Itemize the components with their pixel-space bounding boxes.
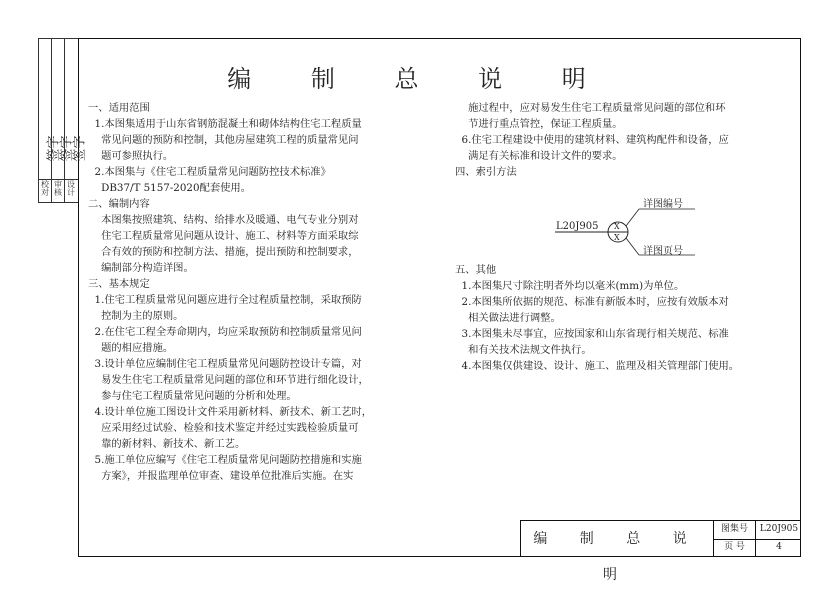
text-line: 四、索引方法 (455, 166, 517, 178)
text-line: 住宅工程质量常见问题从设计、施工、材料等方面采取综 (88, 230, 359, 242)
atlas-code-label: L20J905 (556, 221, 599, 232)
text-line: 常见问题的预防和控制，其他房屋建筑工程的质量常见问 (88, 134, 359, 146)
right-column-top (455, 100, 729, 180)
text-line: 本图集按照建筑、结构、给排水及暖通、电气专业分别对 (88, 214, 359, 226)
text-line: 题的相应措施。 (88, 342, 174, 354)
text-line: 1.本图集适用于山东省钢筋混凝土和砌体结构住宅工程质量 (88, 118, 362, 130)
text-line: 三、基本规定 (88, 278, 150, 290)
text-line: 应采用经过试验、检验和技术鉴定并经过实践检验质量可 (88, 422, 359, 434)
text-line: 和有关技术法规文件执行。 (455, 344, 592, 356)
detail-number-symbol: X (614, 222, 620, 231)
text-line: 一、适用范围 (88, 102, 150, 114)
text-line: 4.设计单位施工图设计文件采用新材料、新技术、新工艺时， (88, 406, 373, 418)
title-block (520, 520, 801, 583)
left-column (88, 100, 372, 484)
text-line: 5.施工单位应编写《住宅工程质量常见问题防控措施和实施 (88, 454, 362, 466)
role-proofread: 校对 (41, 180, 49, 197)
text-line: 五、其他 (455, 264, 497, 276)
text-line: DB37/T 5157-2020配套使用。 (88, 182, 252, 194)
page-number-label: 页 号 (713, 539, 755, 557)
role-review: 审核 (54, 180, 62, 197)
index-diagram (555, 195, 715, 257)
text-line: 易发生住宅工程质量常见问题的部位和环节进行细化设计， (88, 374, 369, 386)
text-line: 3.设计单位应编制住宅工程质量常见问题防控设计专篇，对 (88, 358, 362, 370)
text-line: 合有效的预防和控制方法、措施，提出预防和控制要求， (88, 246, 359, 258)
text-line: 方案》，并报监理单位审查、建设单位批准后实施。在实 (88, 470, 354, 482)
text-line: 控制为主的原则。 (88, 310, 184, 322)
text-line: 编制部分构造详图。 (88, 262, 194, 274)
role-design: 设计 (67, 180, 75, 197)
atlas-number-value: L20J905 (755, 521, 802, 539)
page-number-value: 4 (755, 539, 802, 557)
text-line: 2.本图集与《住宅工程质量常见问题防控技术标准》 (88, 166, 331, 178)
signature-2: 签字 (59, 135, 75, 162)
text-line: 1.本图集尺寸除注明者外均以毫米(mm)为单位。 (455, 280, 685, 292)
text-line: 靠的新材料、新技术、新工艺。 (88, 438, 246, 450)
text-line: 二、编制内容 (88, 198, 150, 210)
text-line: 4.本图集仅供建设、设计、施工、监理及相关管理部门使用。 (455, 360, 740, 372)
atlas-number-label: 图集号 (713, 521, 755, 539)
text-line: 相关做法进行调整。 (455, 312, 561, 324)
page-title: 编 制 总 说 明 (227, 65, 612, 93)
text-line: 3.本图集未尽事宜，应按国家和山东省现行相关规范、标准 (455, 328, 729, 340)
right-column-bottom (455, 262, 739, 374)
detail-page-symbol: X (614, 233, 620, 242)
text-line: 节进行重点管控，保证工程质量。 (455, 118, 623, 130)
text-line: 题可参照执行。 (88, 150, 174, 162)
text-line: 1.住宅工程质量常见问题应进行全过程质量控制，采取预防 (88, 294, 362, 306)
text-line: 满足有关标准和设计文件的要求。 (455, 150, 623, 162)
detail-number-label: 详图编号 (643, 199, 683, 210)
text-line: 施过程中，应对易发生住宅工程质量常见问题的部位和环 (455, 102, 726, 114)
text-line: 2.本图集所依据的规范、标准有新版本时，应按有效版本对 (455, 296, 729, 308)
text-line: 参与住宅工程质量常见问题的分析和处理。 (88, 390, 297, 402)
signature-1: 签字 (46, 135, 62, 162)
text-line: 2.在住宅工程全寿命期内，均应采取预防和控制质量常见问 (88, 326, 362, 338)
signature-3: 签字 (72, 135, 88, 162)
detail-page-label: 详图页号 (643, 246, 683, 257)
title-block-name: 编 制 总 说 明 (533, 531, 701, 583)
text-line: 6.住宅工程建设中使用的建筑材料、建筑构配件和设备，应 (455, 134, 729, 146)
